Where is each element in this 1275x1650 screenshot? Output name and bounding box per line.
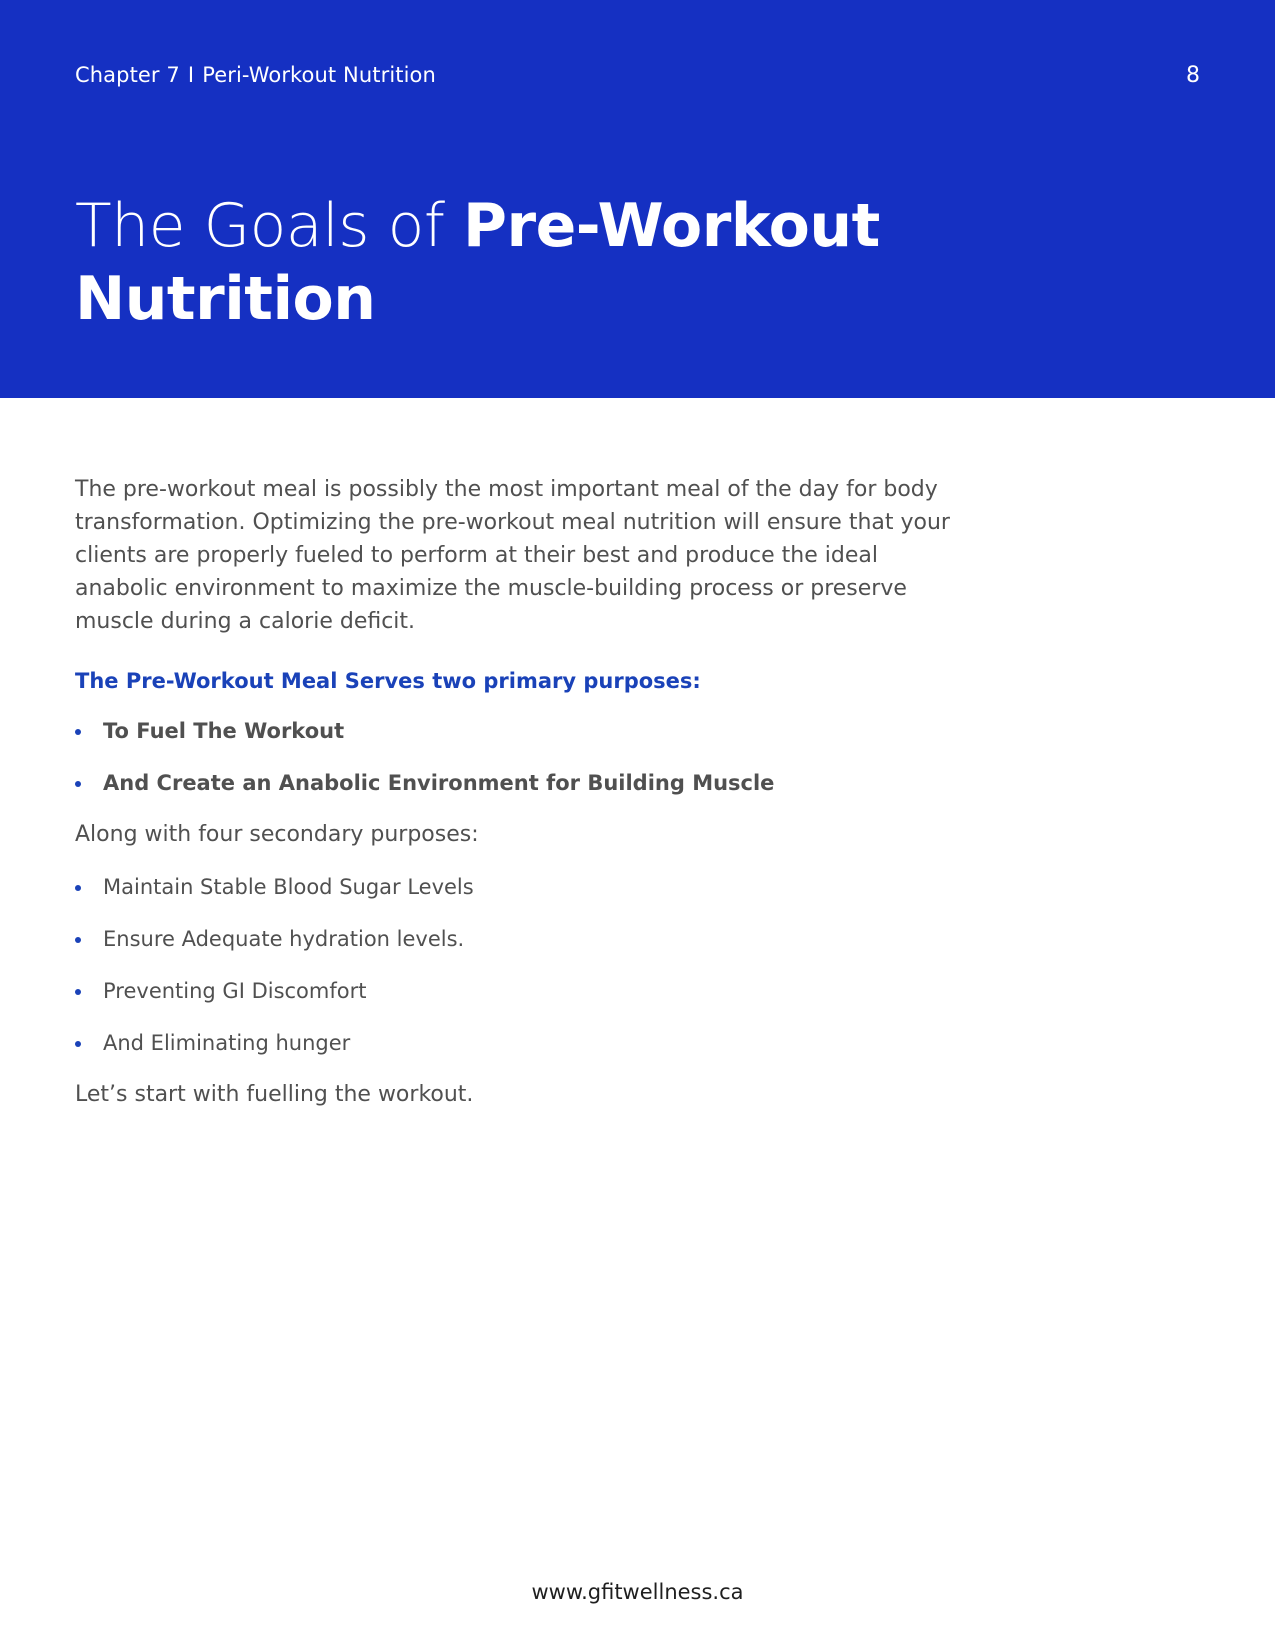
main-content	[75, 473, 955, 1110]
list-item	[75, 716, 955, 746]
bullet-icon	[75, 989, 81, 995]
header-separator: I	[187, 63, 195, 87]
primary-purposes-list	[75, 716, 955, 798]
closing-sentence: Let’s start with fuelling the workout.	[75, 1082, 474, 1107]
list-item	[75, 976, 955, 1006]
list-item-text: Maintain Stable Blood Sugar Levels	[103, 875, 474, 899]
page-title-light: The Goals of	[75, 191, 464, 261]
list-item	[75, 872, 955, 902]
list-item	[75, 768, 955, 798]
list-item-text: Ensure Adequate hydration levels.	[103, 927, 465, 951]
page-number: 8	[1186, 63, 1200, 88]
running-header	[75, 63, 436, 87]
footer-website: www.gfitwellness.ca	[531, 1580, 744, 1604]
section-label: Peri-Workout Nutrition	[202, 63, 436, 87]
list-item-text: To Fuel The Workout	[103, 719, 345, 743]
secondary-purposes-list	[75, 872, 955, 1058]
intro-paragraph: The pre-workout meal is possibly the most important meal of the day for body transformation. Optimizing the pre-workout meal nutrition will ensure that your clients are properly fueled to perform at their best and produce the ideal anabolic environment to maximize the muscle-building process or preserve muscle during a calorie deficit.	[75, 477, 950, 634]
secondary-purposes-intro: Along with four secondary purposes:	[75, 822, 479, 847]
list-item	[75, 1028, 955, 1058]
bullet-icon	[75, 729, 81, 735]
bullet-icon	[75, 937, 81, 943]
bullet-icon	[75, 781, 81, 787]
chapter-header-banner	[0, 0, 1275, 398]
bullet-icon	[75, 1041, 81, 1047]
bullet-icon	[75, 885, 81, 891]
list-item-text: Preventing GI Discomfort	[103, 979, 367, 1003]
list-item-text: And Eliminating hunger	[103, 1031, 351, 1055]
page-title	[75, 190, 975, 336]
chapter-label: Chapter 7	[75, 63, 180, 87]
list-item	[75, 924, 955, 954]
list-item-text: And Create an Anabolic Environment for Building Muscle	[103, 771, 775, 795]
page-title-bold: Pre-Workout Nutrition	[75, 191, 880, 334]
primary-purposes-heading: The Pre-Workout Meal Serves two primary purposes:	[75, 669, 701, 693]
